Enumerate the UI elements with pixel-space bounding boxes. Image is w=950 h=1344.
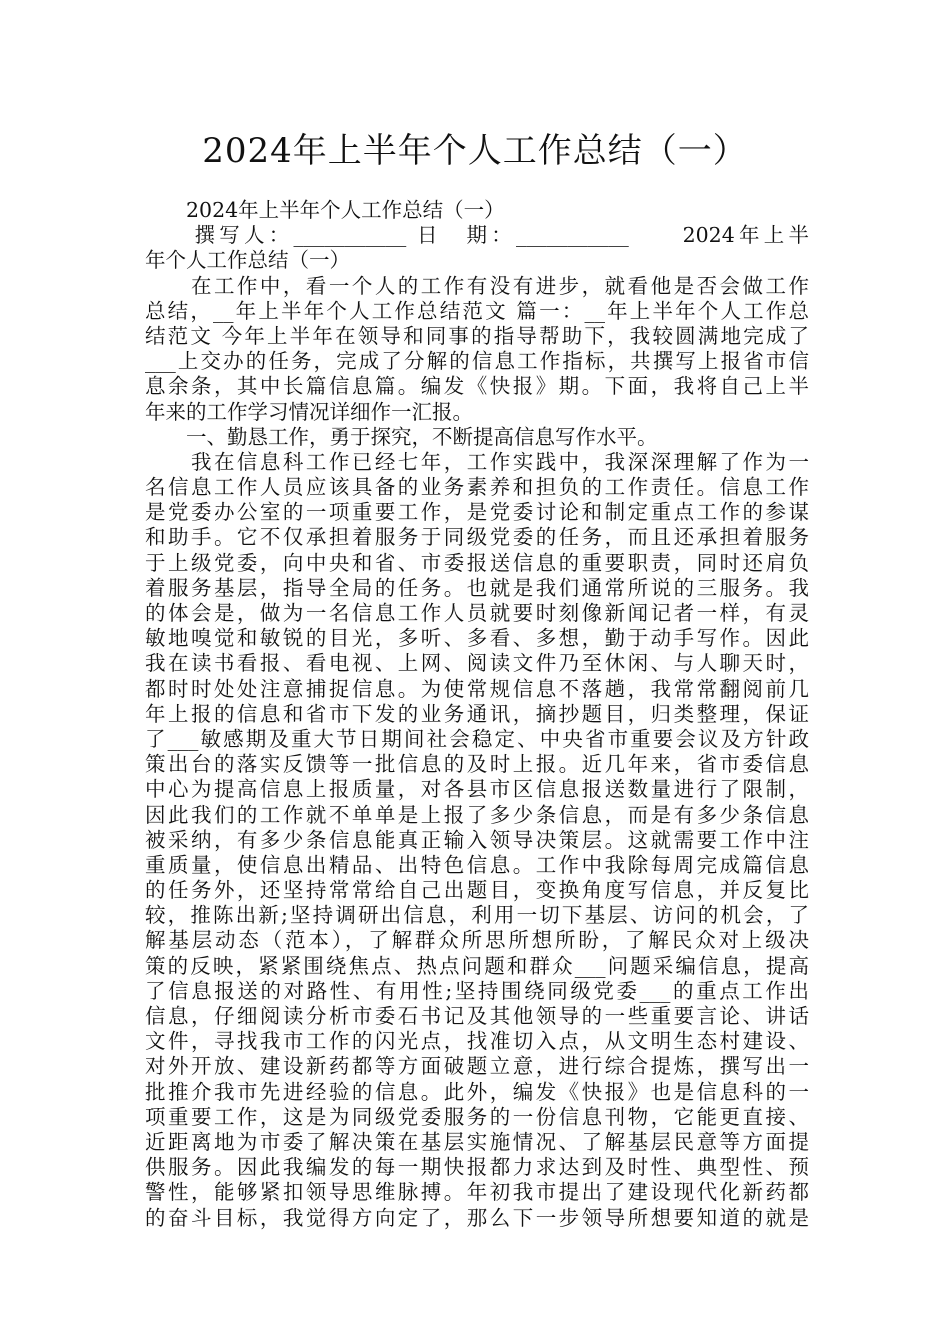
text-line: 着服务基层，指导全局的任务。也就是我们通常所说的三服务。我	[145, 575, 809, 600]
text-line: 息余条，其中长篇信息篇。编发《快报》期。下面，我将自己上半	[145, 374, 809, 399]
text-line: 警性，能够紧扣领导思维脉搏。年初我市提出了建设现代化新药都	[145, 1180, 809, 1205]
text-line: 策的反映，紧紧围绕焦点、热点问题和群众___问题采编信息，提高	[145, 953, 809, 978]
text-line: 我在信息科工作已经七年，工作实践中，我深深理解了作为一	[145, 449, 809, 474]
text-line: 都时时处处注意捕捉信息。为使常规信息不落趟，我常常翻阅前几	[145, 676, 809, 701]
text-line: 批推介我市先进经验的信息。此外，编发《快报》也是信息科的一	[145, 1079, 809, 1104]
text-line: 项重要工作，这是为同级党委服务的一份信息刊物，它能更直接、	[145, 1104, 809, 1129]
text-line: 敏地嗅觉和敏锐的目光，多听、多看、多想，勤于动手写作。因此	[145, 626, 809, 651]
text-line: 近距离地为市委了解决策在基层实施情况、了解基层民意等方面提	[145, 1129, 809, 1154]
text-line: 是党委办公室的一项重要工作，是党委讨论和制定重点工作的参谋	[145, 500, 809, 525]
text-line: 了信息报送的对路性、有用性;坚持围绕同级党委___的重点工作出	[145, 978, 809, 1003]
text-line: 信息，仔细阅读分析市委石书记及其他领导的一些重要言论、讲话	[145, 1004, 809, 1028]
text-line: 在工作中，看一个人的工作有没有进步，就看他是否会做工作	[145, 273, 809, 298]
text-line: 和助手。它不仅承担着服务于同级党委的任务，而且还承担着服务	[145, 525, 809, 550]
text-line: 较，推陈出新;坚持调研出信息，利用一切下基层、访问的机会，了	[145, 903, 809, 928]
text-line: 中心为提高信息上报质量，对各县市区信息报送数量进行了限制，	[145, 777, 809, 802]
text-line: 供服务。因此我编发的每一期快报都力求达到及时性、典型性、预	[145, 1155, 809, 1180]
text-line: 解基层动态（范本），了解群众所思所想所盼，了解民众对上级决	[145, 928, 809, 953]
text-line: 撰写人：___________ 日 期：___________ 2024年上半	[145, 223, 809, 248]
text-line: 因此我们的工作就不单单是上报了多少条信息，而是有多少条信息	[145, 802, 809, 827]
text-line: ___上交办的任务，完成了分解的信息工作指标，共撰写上报省市信	[145, 349, 809, 374]
document-body	[145, 198, 809, 1231]
text-line: 被采纳，有多少条信息能真正输入领导决策层。这就需要工作中注	[145, 827, 809, 852]
text-line: 年上报的信息和省市下发的业务通讯，摘抄题目，归类整理，保证	[145, 701, 809, 726]
text-line: 的奋斗目标，我觉得方向定了，那么下一步领导所想要知道的就是	[145, 1205, 809, 1230]
text-line: 我在读书看报、看电视、上网、阅读文件乃至休闲、与人聊天时，	[145, 651, 809, 676]
text-line: 名信息工作人员应该具备的业务素养和担负的工作责任。信息工作	[145, 475, 809, 500]
text-line: 于上级党委，向中央和省、市委报送信息的重要职责，同时还肩负	[145, 550, 809, 575]
text-line: 的任务外，还坚持常常给自己出题目，变换角度写信息，并反复比	[145, 878, 809, 903]
text-line: 年来的工作学习情况详细作一汇报。	[145, 399, 473, 424]
document-title: 2024年上半年个人工作总结（一）	[202, 131, 748, 171]
text-line: 策出台的落实反馈等一批信息的及时上报。近几年来，省市委信息	[145, 752, 809, 777]
text-line: 重质量，使信息出精品、出特色信息。工作中我除每周完成篇信息	[145, 852, 809, 877]
text-line: 总结，__年上半年个人工作总结范文 篇一：__年上半年个人工作总	[145, 298, 809, 323]
text-line: 年个人工作总结（一）	[145, 248, 350, 273]
text-line: 2024年上半年个人工作总结（一）	[145, 198, 505, 222]
text-line: 文件，寻找我市工作的闪光点，找准切入点，从文明生态村建设、	[145, 1029, 809, 1054]
text-line: 一、勤恳工作，勇于探究，不断提高信息写作水平。	[145, 424, 658, 449]
text-line: 的体会是，做为一名信息工作人员就要时刻像新闻记者一样，有灵	[145, 601, 809, 625]
text-line: 了___敏感期及重大节日期间社会稳定、中央省市重要会议及方针政	[145, 726, 809, 751]
text-line: 结范文 今年上半年在领导和同事的指导帮助下，我较圆满地完成了	[145, 323, 809, 348]
text-line: 对外开放、建设新药都等方面破题立意，进行综合提炼，撰写出一	[145, 1054, 809, 1079]
